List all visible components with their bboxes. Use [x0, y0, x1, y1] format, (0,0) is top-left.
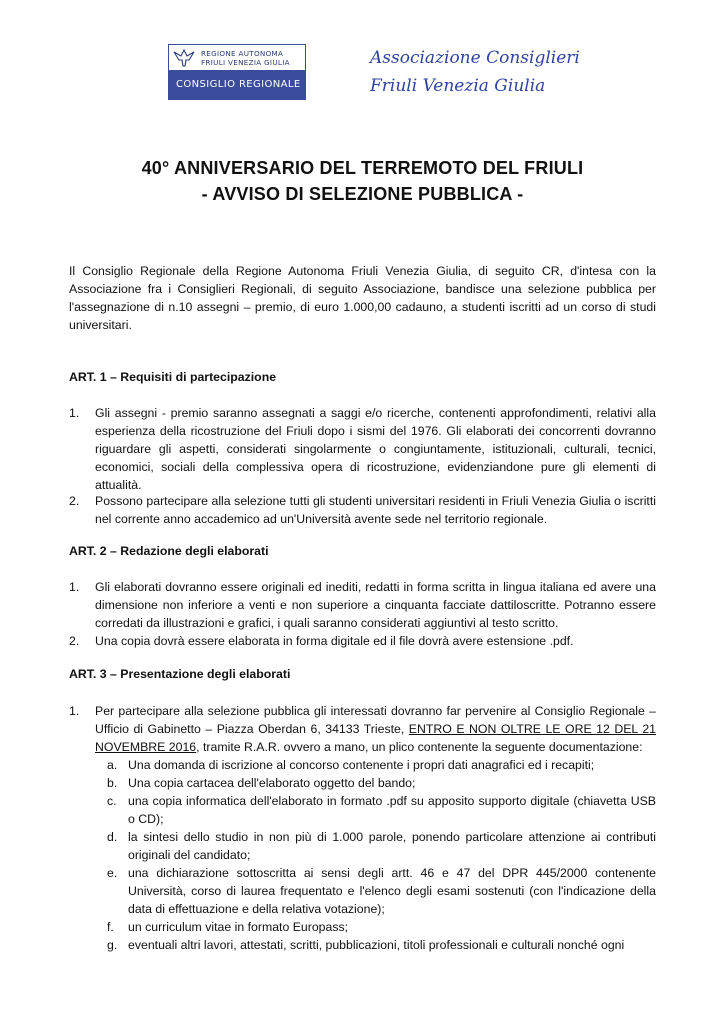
art2-item1-number: 1.	[69, 580, 80, 594]
art1-item2-number: 2.	[69, 494, 80, 508]
subitem-f-letter: f.	[107, 920, 114, 934]
subitem-g-letter: g.	[107, 938, 118, 952]
association-logo-line-2: Friuli Venezia Giulia	[370, 76, 546, 96]
document-title-line-1: 40° ANNIVERSARIO DEL TERREMOTO DEL FRIULI	[141, 158, 584, 178]
subitem-d-text: la sintesi dello studio in non più di 1.000 parole, ponendo particolare attenzione ai contributi originali del candidato;	[128, 830, 656, 862]
art3-item1-number: 1.	[69, 704, 80, 718]
art3-item1-outro: , tramite R.A.R. ovvero a mano, un plico contenente la seguente documentazione:	[196, 740, 643, 754]
subitem-e-letter: e.	[107, 866, 118, 880]
art2-item2-text: Una copia dovrà essere elaborata in forma digitale ed il file dovrà avere estensione .pdf.	[95, 634, 574, 648]
subitem-c-letter: c.	[107, 794, 117, 808]
art2-item1-text: Gli elaborati dovranno essere originali ed inediti, redatti in forma scritta in lingua italiana ed avere una dimensione non inferiore a venti e non superiore a cinquanta facciate dattiloscritte. Potranno essere corredati da illustrazioni e grafici, i quali saranno considerati aggiuntivi al testo scritto.	[95, 580, 656, 630]
logo-line-1: REGIONE AUTONOMA	[201, 49, 284, 58]
subitem-b-text: Una copia cartacea dell'elaborato oggetto del bando;	[128, 776, 416, 790]
art2-item2-number: 2.	[69, 634, 80, 648]
subitem-a-text: Una domanda di iscrizione al concorso contenente i propri dati anagrafici ed i recapiti;	[128, 758, 595, 772]
subitem-c-text: una copia informatica dell'elaborato in formato .pdf su apposito supporto digitale (chiavetta USB o CD);	[128, 794, 656, 826]
logo-top-panel	[168, 44, 306, 71]
subitem-e-text: una dichiarazione sottoscritta ai sensi degli artt. 46 e 47 del DPR 445/2000 contenente Università, corso di laurea frequentato e l'elenco degli esami sostenuti (con l'indicazione della data di effettuazione e della relativa votazione);	[128, 866, 656, 916]
logo-line-2: FRIULI VENEZIA GIULIA	[201, 58, 290, 67]
subitem-f-text: un curriculum vitae in formato Europass;	[128, 920, 349, 934]
art1-item1-text: Gli assegni - premio saranno assegnati a saggi e/o ricerche, contenenti approfondimenti, relativi alla esperienza della ricostruzione del Friuli dopo i sismi del 1976. Gli elaborati dei concorrenti dovranno riguardare gli aspetti, considerati singolarmente o congiuntamente, istituzionali, culturali, tecnici, economici, sociali della complessiva opera di ricostruzione, evidenziandone pure gli elementi di attualità.	[95, 406, 656, 492]
art1-item2-text: Possono partecipare alla selezione tutti gli studenti universitari residenti in Friuli Venezia Giulia o iscritti nel corrente anno accademico ad un'Università avente sede nel territorio regionale.	[95, 494, 656, 526]
deadline-text: ENTRO E NON OLTRE LE ORE 12 DEL 21 NOVEMBRE 2016	[95, 722, 656, 754]
consiglio-regionale-logo	[168, 44, 306, 100]
subitem-b-letter: b.	[107, 776, 118, 790]
intro-paragraph: Il Consiglio Regionale della Regione Autonoma Friuli Venezia Giulia, di seguito CR, d'intesa con la Associazione fra i Consiglieri Regionali, di seguito Associazione, bandisce una selezione pubblica per l'assegnazione di n.10 assegni – premio, di euro 1.000,00 cadauno, a studenti iscritti ad un corso di studi universitari.	[69, 264, 656, 332]
document-title-line-2: - AVVISO DI SELEZIONE PUBBLICA -	[201, 184, 524, 204]
subitem-d-letter: d.	[107, 830, 118, 844]
subitem-a-letter: a.	[107, 758, 118, 772]
art1-item1-number: 1.	[69, 406, 80, 420]
art2-heading: ART. 2 – Redazione degli elaborati	[69, 544, 269, 558]
association-logo-line-1: Associazione Consiglieri	[370, 48, 580, 68]
art3-item1-intro: Per partecipare alla selezione pubblica gli interessati dovranno far pervenire al Consiglio Regionale – Ufficio di Gabinetto – Piazza Oberdan 6, 34133 Trieste,	[95, 704, 656, 736]
art3-heading: ART. 3 – Presentazione degli elaborati	[69, 667, 291, 681]
logo-bottom-band: CONSIGLIO REGIONALE	[168, 71, 306, 100]
art1-heading: ART. 1 – Requisiti di partecipazione	[69, 370, 277, 384]
eagle-icon	[173, 48, 195, 68]
art3-item1-text	[95, 702, 656, 756]
subitem-g-text: eventuali altri lavori, attestati, scritti, pubblicazioni, titoli professionali e culturali nonché ogni	[128, 938, 625, 952]
